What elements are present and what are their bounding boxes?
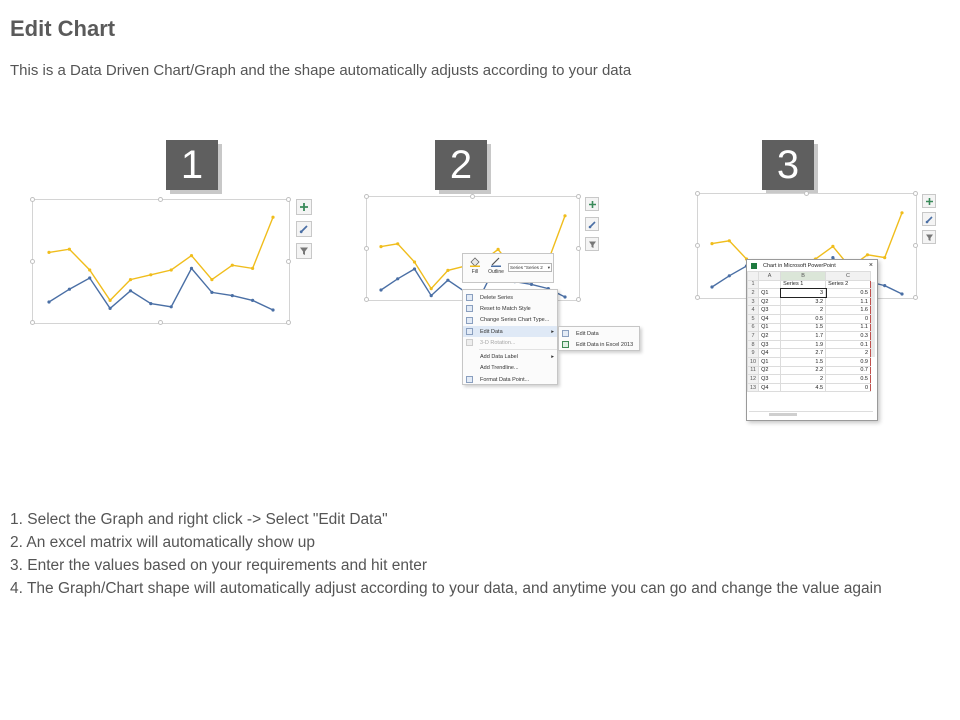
cell[interactable]: Q3	[759, 375, 781, 384]
table-row	[748, 375, 871, 384]
data-point[interactable]	[190, 254, 193, 257]
data-point[interactable]	[47, 251, 50, 254]
cell[interactable]: 2	[826, 349, 871, 358]
page-title: Edit Chart	[10, 16, 116, 41]
resize-handle[interactable]	[30, 259, 35, 264]
resize-handle[interactable]	[470, 194, 475, 199]
data-point[interactable]	[446, 279, 449, 282]
series-selector-value: Series "Series 2	[510, 265, 543, 270]
column-header[interactable]: B	[781, 272, 826, 281]
reset-style-icon	[466, 305, 473, 312]
series-line-2[interactable]	[49, 268, 273, 310]
data-point[interactable]	[530, 283, 533, 286]
row-header[interactable]: 1	[748, 280, 759, 289]
row-header[interactable]: 10	[748, 357, 759, 366]
menu-item-format-data-point[interactable]: Format Data Point...	[463, 374, 557, 385]
cell[interactable]: 0.5	[826, 289, 871, 298]
menu-separator	[479, 349, 557, 350]
data-point[interactable]	[379, 288, 382, 291]
data-point[interactable]	[497, 248, 500, 251]
page-subtitle: This is a Data Driven Chart/Graph and the shape automatically adjusts according to your data	[10, 62, 632, 79]
resize-handle[interactable]	[286, 320, 291, 325]
corner-cell[interactable]	[748, 272, 759, 281]
data-point[interactable]	[210, 291, 213, 294]
data-point[interactable]	[68, 248, 71, 251]
chart-type-icon	[466, 317, 473, 324]
step-1-text: 1. Select the Graph and right click -> Select "Edit Data"	[10, 511, 388, 528]
resize-handle[interactable]	[364, 246, 369, 251]
line-chart-2[interactable]	[367, 197, 581, 302]
format-mini-toolbar	[462, 253, 554, 283]
cell[interactable]: Q4	[759, 314, 781, 323]
resize-handle[interactable]	[364, 297, 369, 302]
step-badge-1: 1	[166, 140, 218, 190]
data-point[interactable]	[210, 278, 213, 281]
step-3-text: 3. Enter the values based on your requirements and hit enter	[10, 557, 428, 574]
chevron-right-icon: ▸	[551, 328, 554, 335]
resize-handle[interactable]	[286, 197, 291, 202]
column-header-row	[748, 272, 871, 281]
delete-series-icon	[466, 294, 473, 301]
cell[interactable]: 3.2	[781, 297, 826, 306]
horizontal-scrollbar[interactable]	[749, 411, 873, 417]
cell[interactable]: 1.6	[826, 306, 871, 315]
data-point[interactable]	[231, 264, 234, 267]
chart-side-buttons-2	[585, 197, 599, 251]
cell[interactable]: 3	[781, 289, 826, 298]
table-row	[748, 366, 871, 375]
resize-handle[interactable]	[804, 191, 809, 196]
resize-handle[interactable]	[695, 191, 700, 196]
table-row	[748, 314, 871, 323]
chart-styles-button[interactable]	[922, 212, 936, 226]
data-point[interactable]	[190, 267, 193, 270]
resize-handle[interactable]	[913, 295, 918, 300]
filter-icon	[299, 246, 309, 256]
data-point[interactable]	[170, 268, 173, 271]
chart-frame-2[interactable]	[366, 196, 580, 301]
row-header[interactable]: 8	[748, 340, 759, 349]
data-point[interactable]	[866, 253, 869, 256]
step-badge-2: 2	[435, 140, 487, 190]
cell[interactable]: 1.1	[826, 323, 871, 332]
cell[interactable]: 0.1	[826, 340, 871, 349]
chart-filters-button[interactable]	[585, 237, 599, 251]
data-point[interactable]	[129, 289, 132, 292]
pen-icon	[490, 257, 502, 267]
data-point[interactable]	[170, 305, 173, 308]
data-point[interactable]	[149, 302, 152, 305]
step-badge-3: 3	[762, 140, 814, 190]
resize-handle[interactable]	[30, 320, 35, 325]
data-point[interactable]	[413, 260, 416, 263]
cell[interactable]: 0	[826, 314, 871, 323]
data-point[interactable]	[47, 300, 50, 303]
menu-item-edit-data[interactable]: Edit Data ▸	[463, 326, 557, 337]
cell[interactable]: Series 1	[781, 280, 826, 289]
cell[interactable]: 2	[781, 306, 826, 315]
data-point[interactable]	[149, 273, 152, 276]
data-point[interactable]	[446, 269, 449, 272]
table-row	[748, 340, 871, 349]
format-icon	[466, 376, 473, 383]
filter-icon	[925, 233, 934, 242]
cell[interactable]: 0.5	[781, 314, 826, 323]
edit-data-submenu	[558, 326, 640, 351]
data-point[interactable]	[710, 285, 713, 288]
resize-handle[interactable]	[576, 194, 581, 199]
data-point[interactable]	[271, 308, 274, 311]
row-header[interactable]: 13	[748, 383, 759, 392]
data-point[interactable]	[883, 256, 886, 259]
table-row	[748, 383, 871, 392]
cell[interactable]: 4.5	[781, 383, 826, 392]
data-point[interactable]	[68, 288, 71, 291]
resize-handle[interactable]	[364, 194, 369, 199]
chart-elements-button[interactable]	[585, 197, 599, 211]
row-header[interactable]: 11	[748, 366, 759, 375]
row-header[interactable]: 6	[748, 323, 759, 332]
chart-styles-button[interactable]	[296, 221, 312, 237]
chevron-down-icon: ▾	[547, 264, 550, 270]
outline-button[interactable]	[486, 257, 506, 275]
cell[interactable]: Q4	[759, 383, 781, 392]
data-point[interactable]	[563, 214, 566, 217]
cell[interactable]: Q4	[759, 349, 781, 358]
rotation-icon	[466, 339, 473, 346]
spreadsheet-grid[interactable]	[747, 271, 871, 392]
resize-handle[interactable]	[576, 246, 581, 251]
chart-elements-button[interactable]	[296, 199, 312, 215]
chart-frame-1[interactable]	[32, 199, 290, 324]
data-point[interactable]	[710, 242, 713, 245]
filter-icon	[588, 240, 597, 249]
paint-bucket-icon	[469, 257, 481, 267]
vertical-scrollbar[interactable]	[871, 282, 875, 357]
cell[interactable]: Q3	[759, 340, 781, 349]
chart-filters-button[interactable]	[922, 230, 936, 244]
step-4-text: 4. The Graph/Chart shape will automatically adjust according to your data, and anytime you can go and change the value again	[10, 580, 882, 597]
cell[interactable]: 1.1	[826, 297, 871, 306]
excel-icon	[751, 263, 757, 269]
cell[interactable]: 2.7	[781, 349, 826, 358]
series-selector[interactable]	[508, 263, 552, 272]
table-row	[748, 323, 871, 332]
cell[interactable]: 2	[781, 375, 826, 384]
data-point[interactable]	[379, 245, 382, 248]
cell[interactable]	[759, 280, 781, 289]
column-header[interactable]: C	[826, 272, 871, 281]
outline-label: Outline	[488, 269, 504, 275]
data-point[interactable]	[251, 299, 254, 302]
table-row	[748, 306, 871, 315]
menu-item-add-trendline[interactable]: Add Trendline...	[480, 365, 519, 372]
data-point[interactable]	[271, 216, 274, 219]
chart-elements-button[interactable]	[922, 194, 936, 208]
cell[interactable]: Q2	[759, 297, 781, 306]
cell[interactable]: Q3	[759, 306, 781, 315]
submenu-item-edit-data[interactable]: Edit Data	[559, 328, 639, 339]
chart-side-buttons-3	[922, 194, 936, 244]
data-point[interactable]	[396, 277, 399, 280]
data-point[interactable]	[430, 294, 433, 297]
menu-item-add-data-label[interactable]: Add Data Label ▸	[480, 354, 554, 361]
cell[interactable]: 0.7	[826, 366, 871, 375]
scrollbar-thumb[interactable]	[769, 413, 797, 416]
row-header[interactable]: 9	[748, 349, 759, 358]
resize-handle[interactable]	[30, 197, 35, 202]
close-icon[interactable]: ×	[868, 262, 873, 269]
brush-icon	[299, 224, 309, 234]
row-header[interactable]: 3	[748, 297, 759, 306]
table-row	[748, 349, 871, 358]
data-point[interactable]	[831, 245, 834, 248]
data-point[interactable]	[563, 295, 566, 298]
excel-data-window	[746, 259, 878, 421]
menu-item-delete-series[interactable]: Delete Series	[463, 292, 557, 303]
table-row	[748, 332, 871, 341]
cell[interactable]: 0	[826, 383, 871, 392]
cell[interactable]: 1.5	[781, 357, 826, 366]
resize-handle[interactable]	[695, 295, 700, 300]
cell[interactable]: Q1	[759, 357, 781, 366]
submenu-item-edit-in-excel[interactable]: Edit Data in Excel 2013	[559, 339, 639, 350]
data-point[interactable]	[109, 307, 112, 310]
plus-icon	[925, 197, 934, 206]
data-point[interactable]	[109, 299, 112, 302]
cell[interactable]: 0.9	[826, 357, 871, 366]
chart-side-buttons-1	[296, 199, 312, 259]
brush-icon	[925, 215, 934, 224]
menu-item-reset-style[interactable]: Reset to Match Style	[463, 303, 557, 314]
menu-item-3d-rotation: 3-D Rotation...	[463, 337, 557, 348]
resize-handle[interactable]	[158, 320, 163, 325]
resize-handle[interactable]	[158, 197, 163, 202]
resize-handle[interactable]	[695, 243, 700, 248]
resize-handle[interactable]	[576, 297, 581, 302]
column-header[interactable]: A	[759, 272, 781, 281]
data-point[interactable]	[396, 242, 399, 245]
data-point[interactable]	[900, 292, 903, 295]
cell[interactable]: Q1	[759, 323, 781, 332]
chevron-right-icon: ▸	[551, 354, 554, 361]
row-header[interactable]: 2	[748, 289, 759, 298]
cell[interactable]: Q2	[759, 366, 781, 375]
table-row	[748, 280, 871, 289]
excel-titlebar	[747, 260, 877, 271]
plus-icon	[299, 202, 309, 212]
excel-icon	[562, 341, 569, 348]
fill-button[interactable]	[467, 257, 483, 275]
cell[interactable]: Q2	[759, 332, 781, 341]
fill-label: Fill	[471, 269, 479, 275]
plus-icon	[588, 200, 597, 209]
row-header[interactable]: 7	[748, 332, 759, 341]
instructions	[10, 508, 945, 600]
data-point[interactable]	[728, 239, 731, 242]
cell[interactable]: Q1	[759, 289, 781, 298]
data-point[interactable]	[883, 284, 886, 287]
resize-handle[interactable]	[913, 243, 918, 248]
resize-handle[interactable]	[913, 191, 918, 196]
cell[interactable]: 1.9	[781, 340, 826, 349]
table-row	[748, 289, 871, 298]
cell[interactable]: 1.7	[781, 332, 826, 341]
brush-icon	[588, 220, 597, 229]
chart-filters-button[interactable]	[296, 243, 312, 259]
cell[interactable]: 1.5	[781, 323, 826, 332]
cell[interactable]: 0.5	[826, 375, 871, 384]
row-header[interactable]: 12	[748, 375, 759, 384]
data-point[interactable]	[231, 294, 234, 297]
row-header[interactable]: 5	[748, 314, 759, 323]
excel-window-title: Chart in Microsoft PowerPoint	[763, 262, 836, 269]
cell[interactable]: Series 2	[826, 280, 871, 289]
data-point[interactable]	[129, 278, 132, 281]
resize-handle[interactable]	[286, 259, 291, 264]
cell[interactable]: 2.2	[781, 366, 826, 375]
data-point[interactable]	[430, 287, 433, 290]
data-point[interactable]	[728, 274, 731, 277]
cell[interactable]: 0.3	[826, 332, 871, 341]
data-point[interactable]	[900, 211, 903, 214]
table-row	[748, 297, 871, 306]
table-row	[748, 357, 871, 366]
line-chart-1[interactable]	[33, 200, 291, 325]
context-menu	[462, 289, 558, 385]
data-point[interactable]	[413, 267, 416, 270]
step-2-text: 2. An excel matrix will automatically show up	[10, 534, 315, 551]
series-line-1[interactable]	[49, 217, 273, 300]
table-icon	[562, 330, 569, 337]
edit-data-icon	[466, 328, 473, 335]
data-point[interactable]	[251, 267, 254, 270]
data-point[interactable]	[88, 276, 91, 279]
row-header[interactable]: 4	[748, 306, 759, 315]
data-point[interactable]	[88, 268, 91, 271]
menu-item-change-chart-type[interactable]: Change Series Chart Type...	[463, 315, 557, 326]
chart-styles-button[interactable]	[585, 217, 599, 231]
